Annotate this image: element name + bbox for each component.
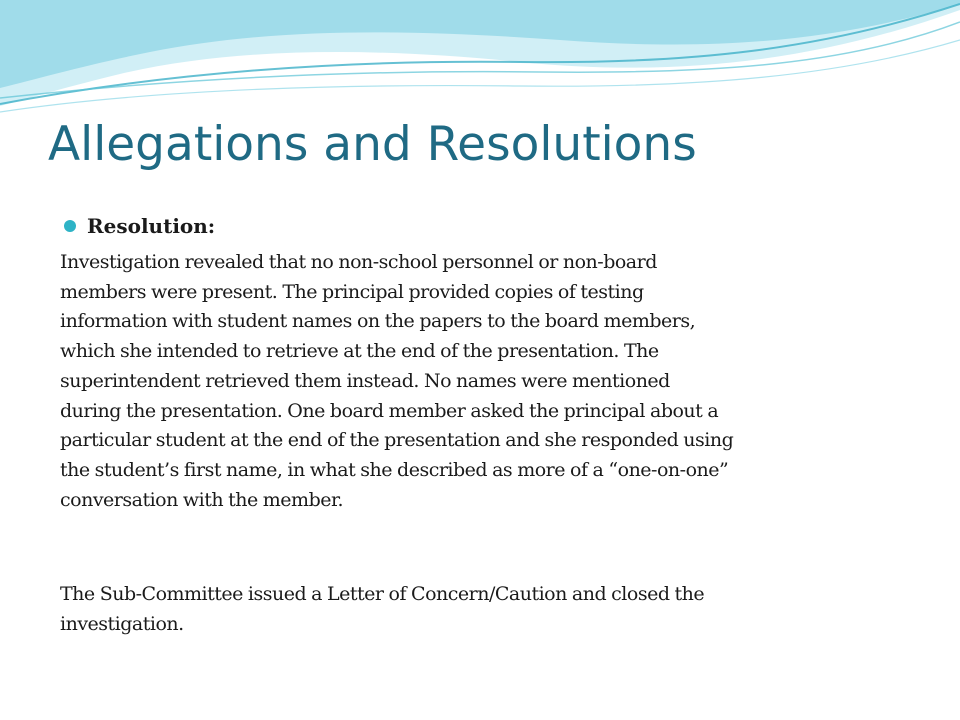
paragraph-line: which she intended to retrieve at the end of the presentation. The — [60, 340, 659, 363]
slide-title: Allegations and Resolutions — [48, 117, 697, 172]
resolution-paragraph — [60, 248, 920, 515]
paragraph-line: information with student names on the papers to the board members, — [60, 310, 696, 333]
bullet-label: Resolution: — [87, 214, 216, 238]
paragraph-line: The Sub-Committee issued a Letter of Concern/Caution and closed the — [60, 583, 705, 605]
paragraph-line: superintendent retrieved them instead. No names were mentioned — [60, 369, 670, 392]
closing-paragraph — [60, 580, 920, 639]
paragraph-line: Investigation revealed that no non-school personnel or non-board — [60, 251, 657, 273]
paragraph-line: members were present. The principal provided copies of testing — [60, 280, 644, 303]
bullet-item-resolution — [64, 210, 215, 242]
paragraph-line: conversation with the member. — [60, 488, 344, 511]
paragraph-line: investigation. — [60, 612, 184, 635]
paragraph-line: particular student at the end of the presentation and she responded using — [60, 429, 734, 452]
bullet-dot-icon — [64, 220, 76, 232]
paragraph-line: during the presentation. One board member asked the principal about a — [60, 399, 719, 422]
paragraph-line: the student’s first name, in what she described as more of a “one-on-one” — [60, 458, 729, 481]
